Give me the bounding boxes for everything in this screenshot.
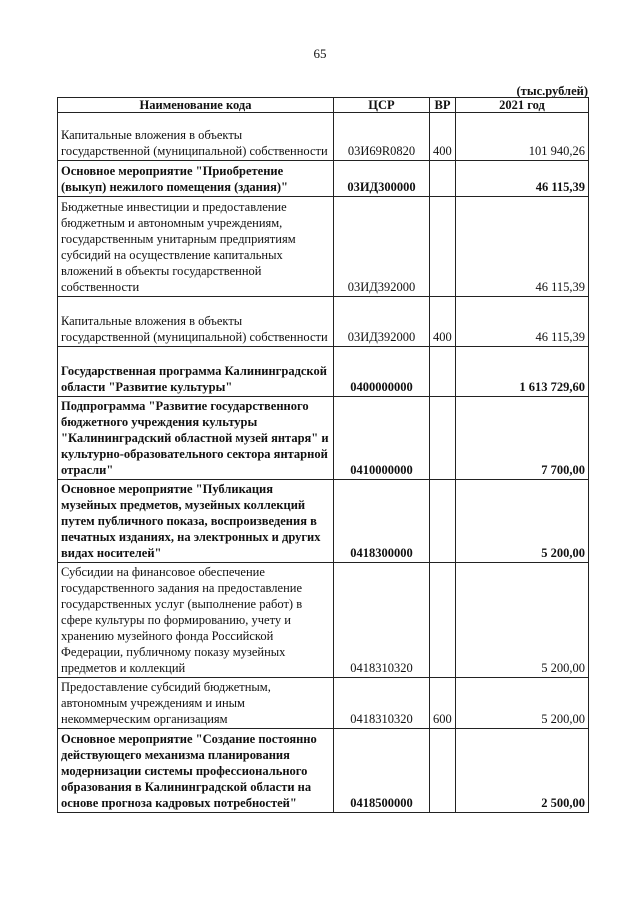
row-csr: 0418300000 — [334, 480, 430, 563]
row-amount: 46 115,39 — [456, 161, 589, 197]
row-name: Субсидии на финансовое обеспечение государственного задания на предоставление государственных услуг (выполнение работ) в сфере культуры по формированию, учету и хранению музейного фонда Российской Федерации, публичному показу музейных предметов и коллекций — [58, 563, 334, 678]
row-amount: 5 200,00 — [456, 563, 589, 678]
header-row — [58, 98, 589, 113]
row-vr — [430, 563, 456, 678]
budget-table — [57, 97, 589, 813]
table-row — [58, 113, 589, 161]
row-name: Бюджетные инвестиции и предоставление бюджетным и автономным учреждениям, государственным унитарным предприятиям субсидий на осуществление капитальных вложений в объекты государственной собственности — [58, 197, 334, 297]
row-amount: 46 115,39 — [456, 197, 589, 297]
row-csr: 0418310320 — [334, 678, 430, 729]
page-number: 65 — [313, 46, 327, 61]
row-name: Основное мероприятие "Приобретение (выкуп) нежилого помещения (здания)" — [58, 161, 334, 197]
table-row — [58, 563, 589, 678]
table-row — [58, 297, 589, 347]
row-vr — [430, 397, 456, 480]
row-amount: 1 613 729,60 — [456, 347, 589, 397]
row-vr: 600 — [430, 678, 456, 729]
row-vr — [430, 197, 456, 297]
table-row — [58, 161, 589, 197]
row-csr: 0418500000 — [334, 729, 430, 813]
row-csr: 03ИД300000 — [334, 161, 430, 197]
header-csr: ЦСР — [334, 98, 430, 113]
row-amount: 7 700,00 — [456, 397, 589, 480]
row-csr: 0400000000 — [334, 347, 430, 397]
row-csr: 03ИД392000 — [334, 197, 430, 297]
row-name: Основное мероприятие "Публикация музейных предметов, музейных коллекций путем публичного показа, воспроизведения в печатных изданиях, на электронных и других видах носителей" — [58, 480, 334, 563]
row-vr: 400 — [430, 113, 456, 161]
row-amount: 2 500,00 — [456, 729, 589, 813]
row-vr — [430, 347, 456, 397]
row-vr — [430, 161, 456, 197]
row-amount: 101 940,26 — [456, 113, 589, 161]
row-amount: 46 115,39 — [456, 297, 589, 347]
table-row — [58, 347, 589, 397]
table-row — [58, 397, 589, 480]
row-name: Основное мероприятие "Создание постоянно действующего механизма планирования модернизации системы профессионального образования в Калининградской области на основе прогноза кадровых потребностей" — [58, 729, 334, 813]
row-vr — [430, 480, 456, 563]
header-vr: ВР — [430, 98, 456, 113]
row-csr: 03И69R0820 — [334, 113, 430, 161]
table-row — [58, 197, 589, 297]
row-vr: 400 — [430, 297, 456, 347]
row-csr: 0410000000 — [334, 397, 430, 480]
row-name: Государственная программа Калининградской области "Развитие культуры" — [58, 347, 334, 397]
row-name: Предоставление субсидий бюджетным, автономным учреждениям и иным некоммерческим организациям — [58, 678, 334, 729]
header-name: Наименование кода — [58, 98, 334, 113]
header-amount: 2021 год — [456, 98, 589, 113]
row-amount: 5 200,00 — [456, 678, 589, 729]
row-name: Капитальные вложения в объекты государственной (муниципальной) собственности — [58, 113, 334, 161]
row-name: Подпрограмма "Развитие государственного бюджетного учреждения культуры "Калининградский областной музей янтаря" и культурно-образовательного сектора янтарной отрасли" — [58, 397, 334, 480]
table-row — [58, 480, 589, 563]
table-row — [58, 678, 589, 729]
row-vr — [430, 729, 456, 813]
row-csr: 03ИД392000 — [334, 297, 430, 347]
table-row — [58, 729, 589, 813]
row-name: Капитальные вложения в объекты государственной (муниципальной) собственности — [58, 297, 334, 347]
row-csr: 0418310320 — [334, 563, 430, 678]
row-amount: 5 200,00 — [456, 480, 589, 563]
units-label: (тыс.рублей) — [516, 84, 588, 98]
